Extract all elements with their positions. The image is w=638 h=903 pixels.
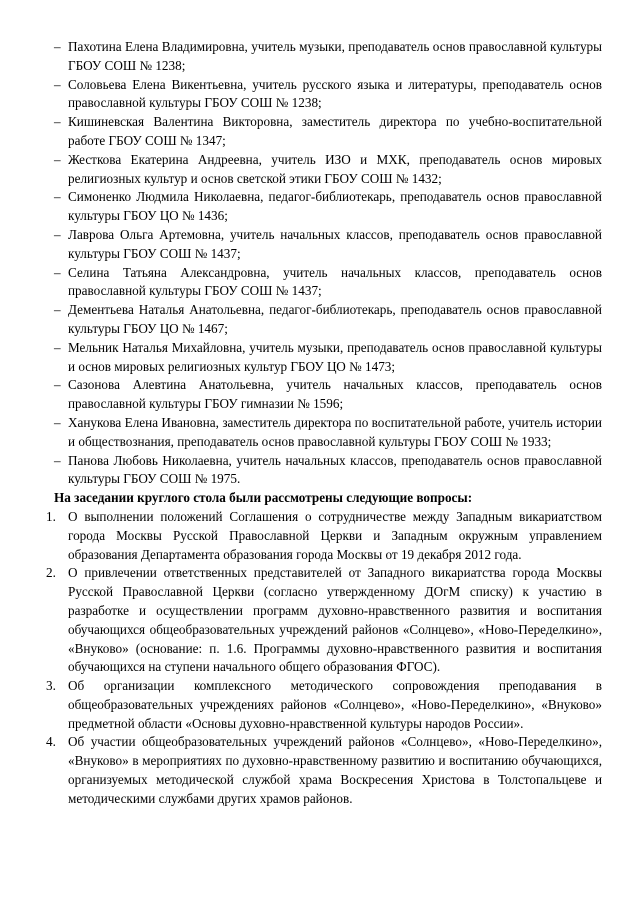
list-dash: –	[54, 339, 61, 355]
participant-item	[46, 376, 602, 414]
question-number: 4.	[46, 734, 56, 750]
list-dash: –	[54, 151, 61, 167]
list-dash: –	[54, 39, 61, 54]
participant-text: Лаврова Ольга Артемовна, учитель начальных классов, преподаватель основ православной культуры ГБОУ СОШ № 1437;	[68, 226, 602, 261]
participant-text: Ханукова Елена Ивановна, заместитель директора по воспитательной работе, учитель истории и обществознания, преподаватель основ православной культуры ГБОУ СОШ № 1933;	[68, 414, 602, 449]
list-dash: –	[54, 302, 61, 318]
question-number: 2.	[46, 565, 56, 581]
list-dash: –	[54, 189, 61, 205]
participant-item	[46, 339, 602, 377]
participant-text: Кишиневская Валентина Викторовна, заместитель директора по учебно-воспитательной работе ГБОУ СОШ № 1347;	[68, 114, 602, 148]
questions-list	[46, 508, 602, 809]
participant-item	[46, 301, 602, 339]
participant-text: Пахотина Елена Владимировна, учитель музыки, преподаватель основ православной культуры ГБОУ СОШ № 1238;	[68, 39, 602, 73]
questions-heading: На заседании круглого стола были рассмотрены следующие вопросы:	[54, 490, 473, 506]
participant-text: Панова Любовь Николаевна, учитель начальных классов, преподаватель основ православной культуры ГБОУ СОШ № 1975.	[68, 452, 602, 487]
list-dash: –	[54, 114, 61, 130]
list-dash: –	[54, 414, 61, 430]
participant-text: Дементьева Наталья Анатольевна, педагог-библиотекарь, преподаватель основ православной культуры ГБОУ ЦО № 1467;	[68, 302, 602, 336]
list-dash: –	[54, 264, 61, 280]
list-dash: –	[54, 377, 61, 393]
participant-item	[46, 414, 602, 452]
question-item	[46, 733, 602, 808]
participant-item	[46, 151, 602, 189]
participant-item	[46, 452, 602, 490]
question-item	[46, 508, 602, 564]
question-number: 3.	[46, 678, 56, 694]
participant-item	[46, 38, 602, 76]
participant-item	[46, 76, 602, 114]
question-number: 1.	[46, 508, 56, 524]
participant-text: Соловьева Елена Викентьевна, учитель русского языка и литературы, преподаватель основ православной культуры ГБОУ СОШ № 1238;	[68, 76, 602, 111]
participants-list	[46, 38, 602, 489]
participant-text: Мельник Наталья Михайловна, учитель музыки, преподаватель основ православной культуры и основ мировых религиозных культур ГБОУ ЦО № 1473;	[68, 339, 602, 374]
participant-item	[46, 264, 602, 302]
list-dash: –	[54, 452, 61, 468]
document-page	[46, 38, 602, 809]
participant-text: Жесткова Екатерина Андреевна, учитель ИЗО и МХК, преподаватель основ мировых религиозных культур и основ светской этики ГБОУ СОШ № 1432;	[68, 151, 602, 186]
question-text: О выполнении положений Соглашения о сотрудничестве между Западным викариатством города Москвы Русской Православной Церкви и Западным окружным управлением образования Департамента образования города Москвы от 19 декабря 2012 года.	[68, 508, 602, 562]
question-text: О привлечении ответственных представителей от Западного викариатства города Москвы Русской Православной Церкви (согласно утвержденному ДОгМ списку) к участию в разработке и осуществлении программ духовно-нравственного развития и воспитания обучающихся общеобразовательных учреждений районов «Солнцево», «Ново-Переделкино», «Внуково» (основание: п. 1.6. Программы духовно-нравственного развития и воспитания обучающихся на ступени начального общего образования ФГОС).	[68, 565, 602, 675]
question-text: Об участии общеобразовательных учреждений районов «Солнцево», «Ново-Переделкино», «Внуково» в мероприятиях по духовно-нравственному развитию и воспитанию обучающихся, организуемых методической службой храма Воскресения Христова в Толстопальцеве и методическими службами других храмов районов.	[68, 734, 602, 806]
participant-item	[46, 188, 602, 226]
participant-text: Симоненко Людмила Николаевна, педагог-библиотекарь, преподаватель основ православной культуры ГБОУ ЦО № 1436;	[68, 189, 602, 224]
question-text: Об организации комплексного методического сопровождения преподавания в общеобразовательных учреждениях районов «Солнцево», «Ново-Переделкино», «Внуково» предметной области «Основы духовно-нравственной культуры народов России».	[68, 678, 602, 731]
participant-text: Сазонова Алевтина Анатольевна, учитель начальных классов, преподаватель основ православной культуры ГБОУ гимназии № 1596;	[68, 377, 602, 412]
participant-item	[46, 113, 602, 151]
participant-item	[46, 226, 602, 264]
participant-text: Селина Татьяна Александровна, учитель начальных классов, преподаватель основ православной культуры ГБОУ СОШ № 1437;	[68, 264, 602, 299]
question-item	[46, 564, 602, 677]
list-dash: –	[54, 76, 61, 92]
question-item	[46, 677, 602, 733]
list-dash: –	[54, 226, 61, 242]
